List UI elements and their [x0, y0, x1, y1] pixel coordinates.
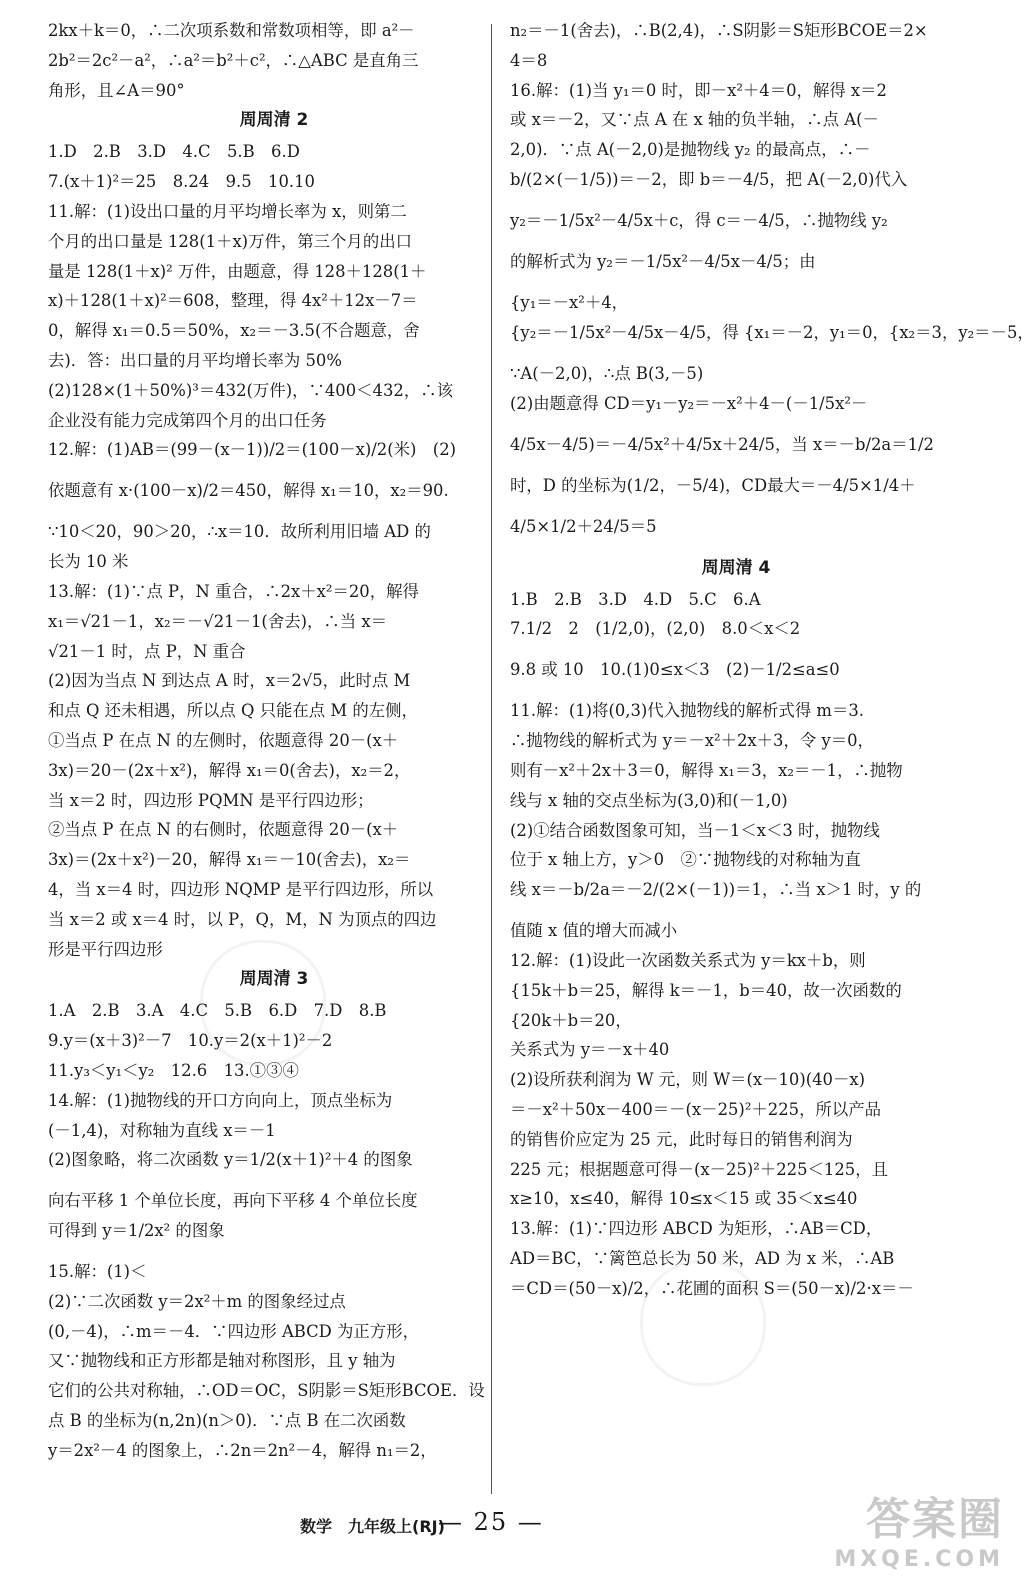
text-line: ∵A(－2,0)，∴点 B(3,－5) — [510, 363, 704, 383]
text-line: ＝－x²＋50x－400＝－(x－25)²＋225，所以产品 — [510, 1099, 882, 1119]
text-line: 1.D 2.B 3.D 4.C 5.B 6.D — [48, 142, 300, 162]
column-divider — [491, 24, 492, 1494]
text-line: 2b²＝2c²－a²，∴a²＝b²＋c²，∴△ABC 是直角三 — [48, 50, 419, 70]
text-line: (0,－4)，∴m＝－4．∵四边形 ABCD 为正方形， — [48, 1321, 419, 1341]
text-line: 7.1/2 2 (1/2,0)，(2,0) 8.0＜x＜2 — [510, 619, 801, 639]
text-line: x≥10，x≤40，解得 10≤x＜15 或 35＜x≤40 — [510, 1189, 858, 1209]
text-line: 4＝8 — [510, 50, 548, 70]
text-line: 值随 x 值的增大而减小 — [510, 921, 678, 941]
text-line: (2)因为当点 N 到达点 A 时，x＝2√5，此时点 M — [48, 671, 411, 691]
left-column — [48, 20, 500, 1470]
text-line: (2)由题意得 CD＝y₁－y₂＝－x²＋4－(－1/5x²－ — [510, 393, 868, 413]
text-line: 线 x＝－b/2a＝－2/(2×(－1))＝1，∴当 x＞1 时，y 的 — [510, 880, 922, 900]
section-heading: 周周清 4 — [701, 557, 771, 578]
text-line: 点 B 的坐标为(n,2n)(n＞0)．∵点 B 在二次函数 — [48, 1411, 406, 1431]
text-line: 3x)＝(2x＋x²)－20，解得 x₁＝－10(舍去)，x₂＝ — [48, 850, 411, 870]
text-line: √21－1 时，点 P，N 重合 — [48, 641, 246, 661]
right-column — [510, 20, 1034, 1319]
text-line: (2)128×(1＋50%)³＝432(万件)，∵400＜432，∴该 — [48, 380, 454, 400]
text-line: 形是平行四边形 — [48, 939, 163, 959]
text-line: 13.解：(1)∵四边形 ABCD 为矩形，∴AB＝CD， — [510, 1219, 883, 1239]
text-line: ∵10＜20，90＞20，∴x＝10．故所利用旧墙 AD 的 — [48, 522, 431, 542]
text-line: (2)∵二次函数 y＝2x²＋m 的图象经过点 — [48, 1291, 346, 1311]
text-line: n₂＝－1(舍去)，∴B(2,4)，∴S阴影＝S矩形BCOE＝2× — [510, 21, 928, 40]
text-line: 向右平移 1 个单位长度，再向下平移 4 个单位长度 — [48, 1191, 418, 1211]
text-line: {15k＋b＝25，解得 k＝－1，b＝40，故一次函数的 — [510, 980, 902, 1000]
text-line: 可得到 y＝1/2x² 的图象 — [48, 1221, 225, 1241]
text-line: 7.(x＋1)²＝25 8.24 9.5 10.10 — [48, 172, 315, 192]
text-line: 11.y₃＜y₁＜y₂ 12.6 13.①③④ — [48, 1060, 299, 1080]
text-line: 9.8 或 10 10.(1)0≤x＜3 (2)－1/2≤a≤0 — [510, 660, 840, 680]
text-line: 的销售价应定为 25 元，此时每日的销售利润为 — [510, 1129, 853, 1149]
text-line: 当 x＝2 或 x＝4 时，以 P，Q，M，N 为顶点的四边 — [48, 909, 437, 929]
text-line: AD＝BC，∵篱笆总长为 50 米，AD 为 x 米，∴AB — [510, 1248, 895, 1268]
text-line: ①当点 P 在点 N 的左侧时，依题意得 20－(x＋ — [48, 730, 399, 750]
text-line: ∴抛物线的解析式为 y＝－x²＋2x＋3，令 y＝0， — [510, 731, 874, 751]
text-line: 1.B 2.B 3.D 4.D 5.C 6.A — [510, 589, 761, 609]
text-line: 2,0)．∵点 A(－2,0)是抛物线 y₂ 的最高点，∴－ — [510, 140, 871, 160]
text-line: 0，解得 x₁＝0.5＝50%，x₂＝－3.5(不合题意，舍 — [48, 321, 420, 341]
text-line: 15.解：(1)＜ — [48, 1262, 147, 1282]
text-line: 关系式为 y＝－x＋40 — [510, 1040, 670, 1060]
text-line: 则有－x²＋2x＋3＝0，解得 x₁＝3，x₂＝－1，∴抛物 — [510, 760, 903, 780]
text-line: {20k＋b＝20， — [510, 1010, 632, 1030]
text-line: 2kx＋k＝0，∴二次项系数和常数项相等，即 a²－ — [48, 21, 415, 40]
page-number: — 25 — — [438, 1508, 544, 1536]
text-line: y＝2x²－4 的图象上，∴2n＝2n²－4，解得 n₁＝2， — [48, 1440, 437, 1460]
text-line: (2)设所获利润为 W 元，则 W＝(x－10)(40－x) — [510, 1070, 866, 1090]
text-line: 当 x＝2 时，四边形 PQMN 是平行四边形； — [48, 790, 374, 810]
text-line: 225 元；根据题意可得－(x－25)²＋225＜125，且 — [510, 1159, 888, 1179]
text-line: 11.解：(1)设出口量的月平均增长率为 x，则第二 — [48, 201, 407, 221]
text-line: 4，当 x＝4 时，四边形 NQMP 是平行四边形，所以 — [48, 879, 434, 899]
text-line: x)＋128(1＋x)²＝608，整理，得 4x²＋12x－7＝ — [48, 291, 418, 311]
text-line: 3x)＝20－(2x＋x²)，解得 x₁＝0(舍去)，x₂＝2， — [48, 760, 411, 780]
text-line: 依题意有 x·(100－x)/2＝450，解得 x₁＝10，x₂＝90. — [48, 481, 449, 501]
text-line: (2)①结合函数图象可知，当－1＜x＜3 时，抛物线 — [510, 820, 880, 840]
text-line: 或 x＝－2，又∵点 A 在 x 轴的负半轴，∴点 A(－ — [510, 110, 879, 130]
watermark-text: 答案圈 — [866, 1494, 1004, 1545]
text-line: 4/5×1/2＋24/5＝5 — [510, 516, 657, 536]
watermark-url: MXQE.COM — [834, 1547, 1004, 1572]
text-line: b/(2×(－1/5))＝－2，即 b＝－4/5，把 A(－2,0)代入 — [510, 169, 908, 189]
text-line: 的解析式为 y₂＝－1/5x²－4/5x－4/5；由 — [510, 251, 816, 271]
watermark — [834, 1483, 1004, 1572]
text-line: 1.A 2.B 3.A 4.C 5.B 6.D 7.D 8.B — [48, 1001, 387, 1021]
text-line: 长为 10 米 — [48, 552, 129, 572]
section-heading: 周周清 3 — [239, 969, 309, 990]
text-line: 12.解：(1)AB＝(99－(x－1))/2＝(100－x)/2(米) (2) — [48, 440, 457, 460]
text-line: 它们的公共对称轴，∴OD＝OC，S阴影＝S矩形BCOE．设 — [48, 1381, 485, 1401]
text-line: (－1,4)，对称轴为直线 x＝－1 — [48, 1120, 276, 1140]
text-line: 又∵抛物线和正方形都是轴对称图形，且 y 轴为 — [48, 1351, 396, 1371]
text-line: 角形，且∠A＝90° — [48, 80, 185, 100]
section-heading: 周周清 2 — [239, 110, 309, 131]
text-line: 和点 Q 还未相遇，所以点 Q 只能在点 M 的左侧， — [48, 701, 418, 721]
text-line: 去)．答：出口量的月平均增长率为 50% — [48, 350, 342, 370]
text-line: 12.解：(1)设此一次函数关系式为 y＝kx＋b，则 — [510, 950, 866, 970]
text-line: ＝CD＝(50－x)/2，∴花圃的面积 S＝(50－x)/2·x＝－ — [510, 1278, 914, 1298]
text-line: x₁＝√21－1，x₂＝－√21－1(舍去)，∴当 x＝ — [48, 611, 388, 631]
text-line: 11.解：(1)将(0,3)代入抛物线的解析式得 m＝3. — [510, 701, 864, 721]
text-line: 线与 x 轴的交点坐标为(3,0)和(－1,0) — [510, 790, 788, 810]
text-line: (2)图象略，将二次函数 y＝1/2(x＋1)²＋4 的图象 — [48, 1150, 413, 1170]
text-line: y₂＝－1/5x²－4/5x＋c，得 c＝－4/5，∴抛物线 y₂ — [510, 210, 888, 230]
text-line: 量是 128(1＋x)² 万件，由题意，得 128＋128(1＋ — [48, 261, 427, 281]
text-line: 16.解：(1)当 y₁＝0 时，即－x²＋4＝0，解得 x＝2 — [510, 80, 887, 100]
text-line: 位于 x 轴上方，y＞0 ②∵抛物线的对称轴为直 — [510, 850, 861, 870]
text-line: 时，D 的坐标为(1/2，－5/4)，CD最大＝－4/5×1/4＋ — [510, 475, 916, 495]
text-line: 13.解：(1)∵点 P，N 重合，∴2x＋x²＝20，解得 — [48, 581, 419, 601]
text-line: {y₂＝－1/5x²－4/5x－4/5，得 {x₁＝－2，y₁＝0，{x₂＝3，y₂＝－5， — [510, 322, 1034, 342]
text-line: {y₁＝－x²＋4， — [510, 292, 629, 312]
text-line: 9.y＝(x＋3)²－7 10.y＝2(x＋1)²－2 — [48, 1031, 333, 1051]
text-line: 4/5x－4/5)＝－4/5x²＋4/5x＋24/5，当 x＝－b/2a＝1/2 — [510, 434, 934, 454]
footer-subject: 数学 九年级上(RJ) — [300, 1517, 445, 1536]
text-line: 个月的出口量是 128(1＋x)万件，第三个月的出口 — [48, 231, 412, 251]
text-line: 企业没有能力完成第四个月的出口任务 — [48, 410, 327, 430]
text-line: 14.解：(1)抛物线的开口方向向上，顶点坐标为 — [48, 1090, 393, 1110]
text-line: ②当点 P 在点 N 的右侧时，依题意得 20－(x＋ — [48, 820, 399, 840]
